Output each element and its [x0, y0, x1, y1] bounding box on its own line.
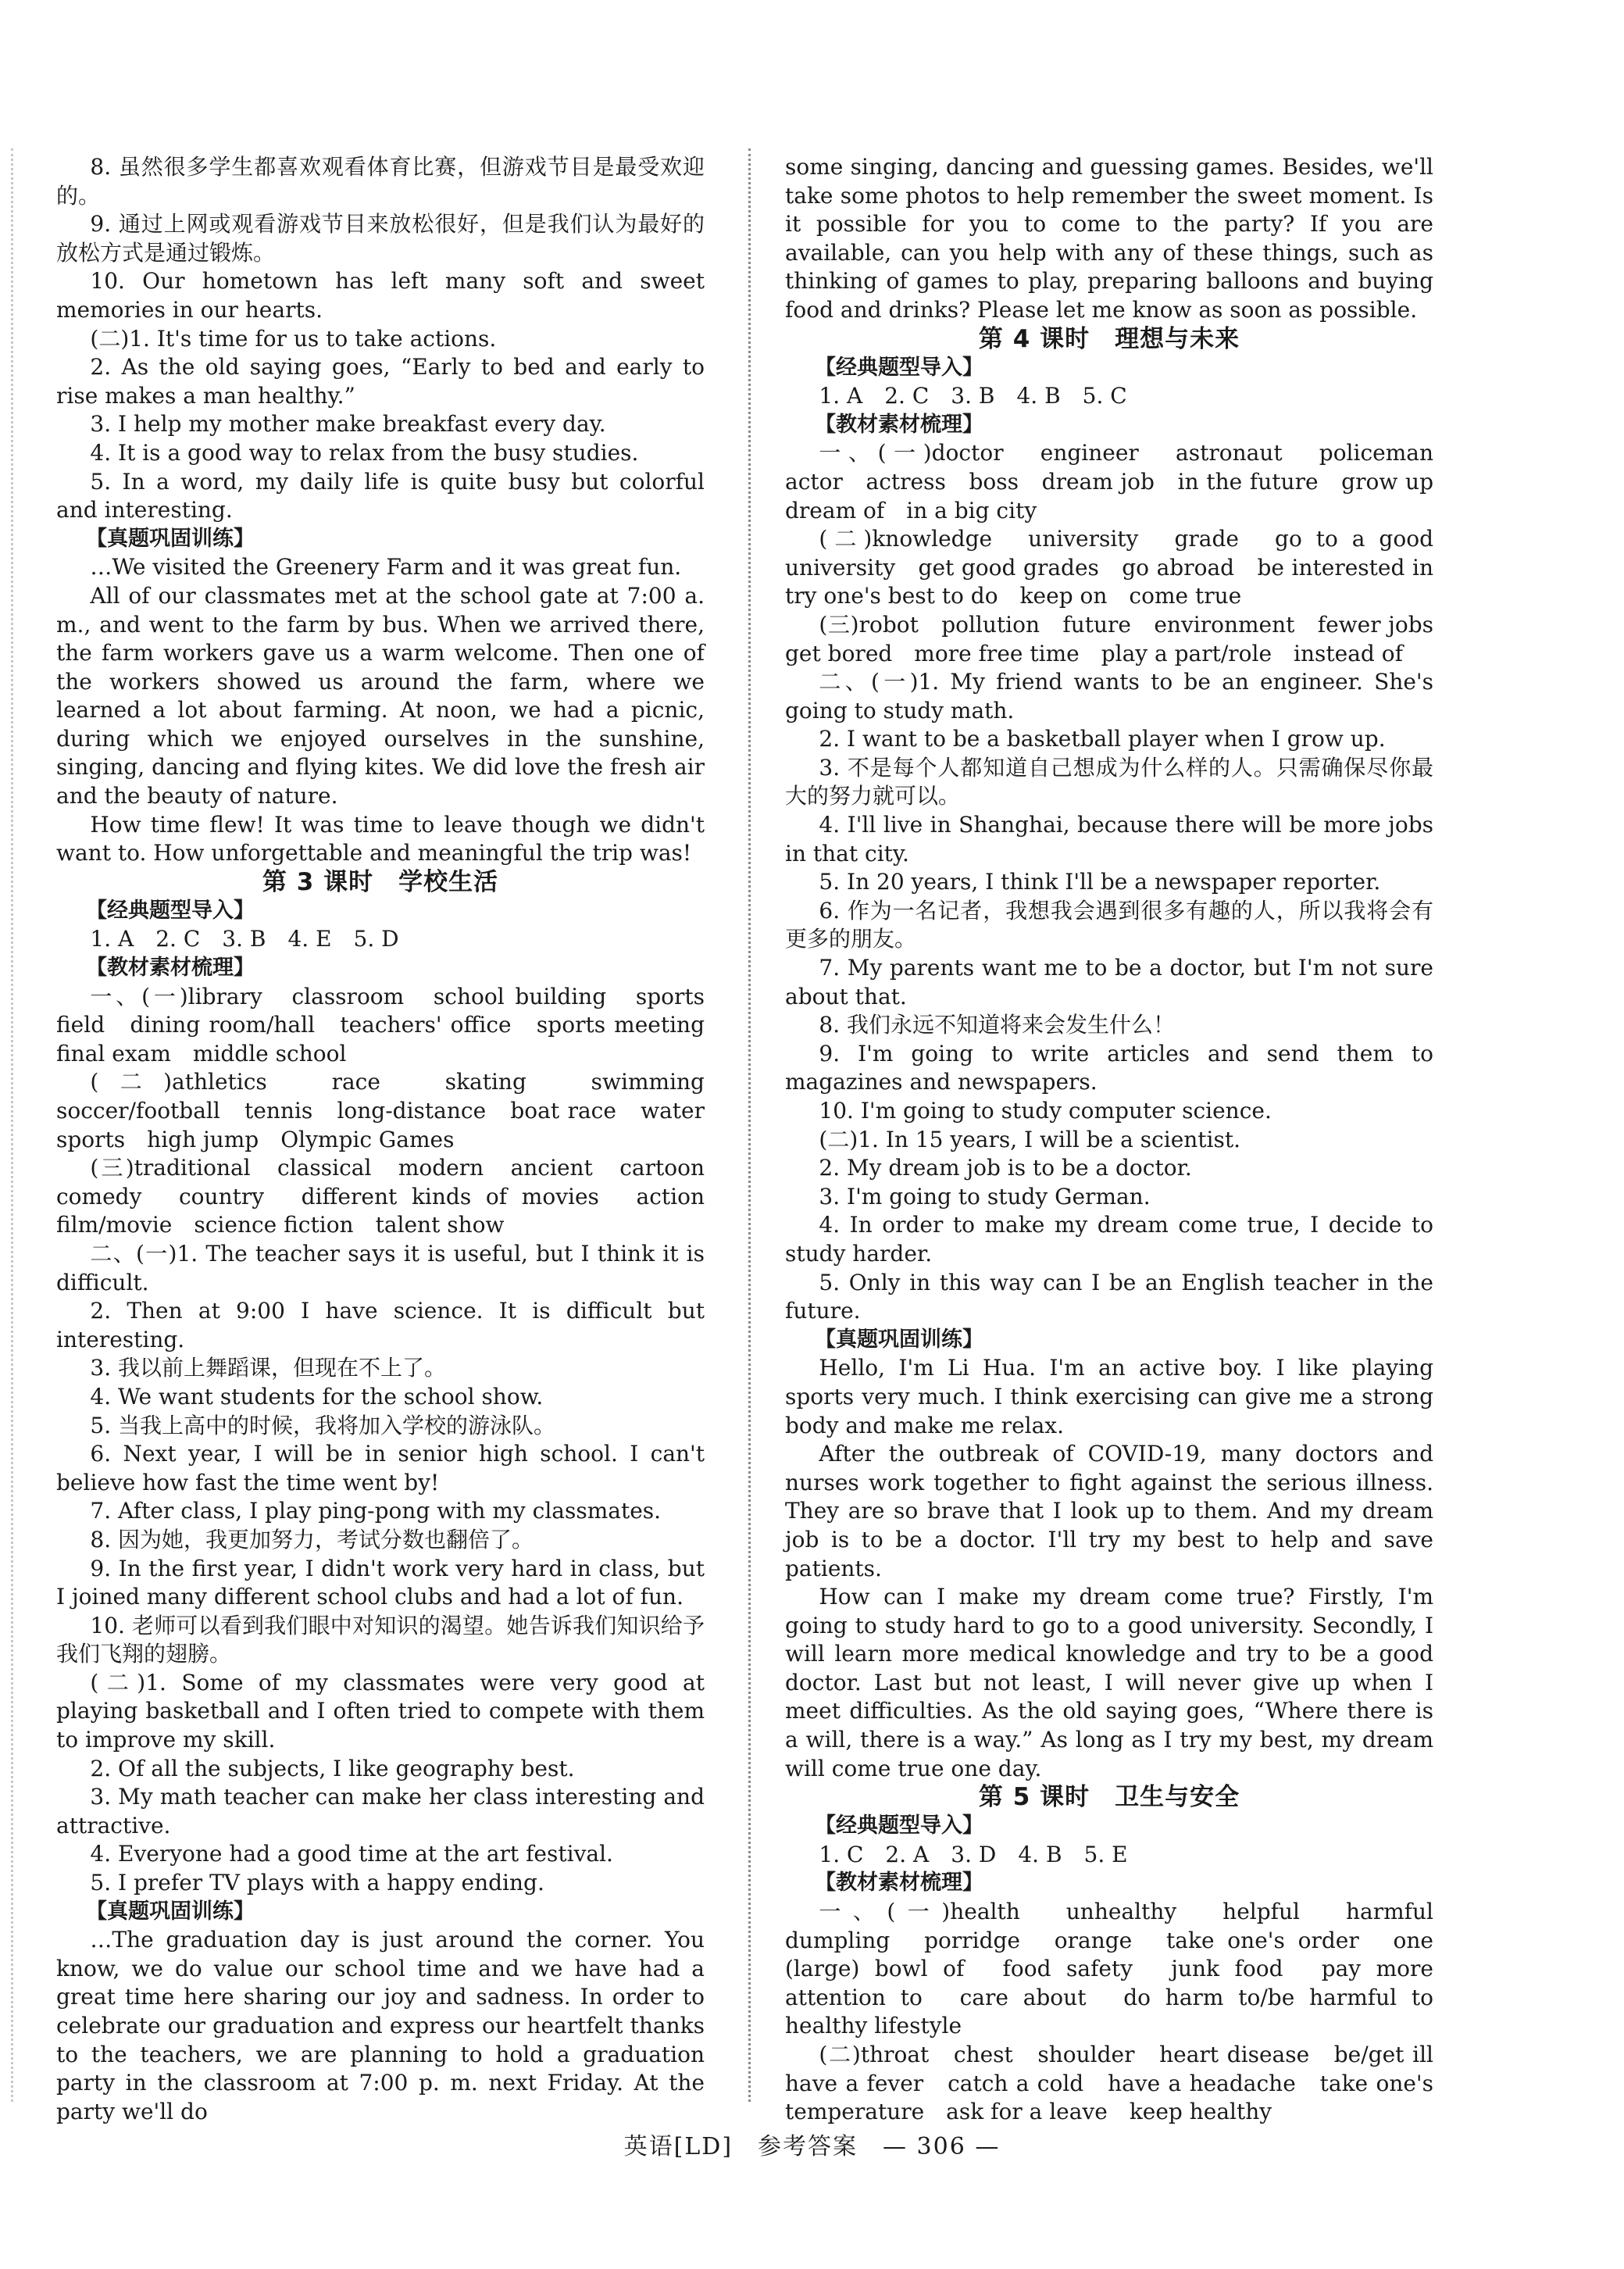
answer-paragraph: 8. 我们永远不知道将来会发生什么！ — [819, 1012, 1176, 1038]
answer-paragraph: (三)traditional classical modern ancient cartoon comedy country different kinds of movies action film/movie science fiction talent show — [56, 1155, 727, 1238]
answer-paragraph: …The graduation day is just around the corner. You know, we do value our school time and we have had a great time here sharing our joy and sadness. In order to celebrate our graduation and express our heartfelt thanks to the teachers, we are planning to hold a graduation party in the classroom at 7:00 p. m. next Friday. At the party we'll do — [56, 1927, 705, 2124]
answer-paragraph: 7. After class, I play ping-pong with my classmates. — [90, 1498, 662, 1524]
answer-paragraph: 4. It is a good way to relax from the busy studies. — [90, 439, 639, 466]
answer-paragraph: (二)1. Some of my classmates were very good at playing basketball and I often tried to compete with them to improve my skill. — [56, 1669, 705, 1753]
lesson-heading: 第 5 课时 卫生与安全 — [978, 1783, 1240, 1812]
answer-paragraph: 3. 我以前上舞蹈课，但现在不上了。 — [90, 1355, 447, 1381]
section-heading: 【教材素材梳理】 — [815, 1871, 983, 1896]
answer-paragraph: 4. I'll live in Shanghai, because there will be more jobs in that city. — [785, 812, 1433, 867]
answer-paragraph: 一、(一)doctor engineer astronaut policeman actor actress boss dream job in the future grow up dream of in a big city — [785, 440, 1456, 523]
answer-paragraph: 4. We want students for the school show. — [90, 1383, 544, 1410]
section-heading: 【经典题型导入】 — [815, 355, 983, 380]
answer-paragraph: 9. In the first year, I didn't work very hard in class, but I joined many different school clubs and had a lot of fun. — [56, 1555, 705, 1610]
answer-paragraph: 2. My dream job is to be a doctor. — [819, 1155, 1192, 1181]
answer-paragraph: 二、(一)1. The teacher says it is useful, but I think it is difficult. — [56, 1240, 705, 1295]
answer-paragraph: 1. C 2. A 3. D 4. B 5. E — [819, 1841, 1128, 1867]
answer-paragraph: 1. A 2. C 3. B 4. E 5. D — [90, 926, 399, 952]
answer-paragraph: 二、(一)1. My friend wants to be an engineer. She's going to study math. — [785, 669, 1433, 724]
answer-paragraph: 5. 当我上高中的时候，我将加入学校的游泳队。 — [90, 1412, 556, 1438]
answer-paragraph: 2. Then at 9:00 I have science. It is difficult but interesting. — [56, 1298, 705, 1352]
answer-paragraph: 8. 虽然很多学生都喜欢观看体育比赛，但游戏节目是最受欢迎的。 — [56, 154, 705, 209]
answer-paragraph: 10. I'm going to study computer science. — [819, 1098, 1272, 1124]
answer-paragraph: 9. I'm going to write articles and send them to magazines and newspapers. — [785, 1040, 1433, 1095]
answer-paragraph: 3. 不是每个人都知道自己想成为什么样的人。只需确保尽你最大的努力就可以。 — [785, 754, 1433, 809]
answer-paragraph: 4. Everyone had a good time at the art festival. — [90, 1841, 613, 1867]
answer-paragraph: After the outbreak of COVID-19, many doctors and nurses work together to fight against the serious illness. They are so brave that I look up to them. And my dream job is to be a doctor. I'll try my best to help and save patients. — [785, 1441, 1433, 1581]
answer-paragraph: 4. In order to make my dream come true, I decide to study harder. — [785, 1212, 1433, 1267]
answer-paragraph: 5. I prefer TV plays with a happy ending. — [90, 1870, 544, 1896]
answer-paragraph: 2. As the old saying goes, “Early to bed and early to rise makes a man healthy.” — [56, 354, 705, 409]
binding-edge-rule — [11, 148, 13, 2102]
answer-paragraph: 5. In 20 years, I think I'll be a newspaper reporter. — [819, 869, 1381, 895]
answer-paragraph: 一、(一)library classroom school building sports field dining room/hall teachers' office sports meeting final exam middle school — [56, 983, 727, 1067]
answer-paragraph: 10. Our hometown has left many soft and sweet memories in our hearts. — [56, 268, 705, 323]
answer-paragraph: some singing, dancing and guessing games. Besides, we'll take some photos to help remember the sweet moment. Is it possible for you to come to the party? If you are available, can you help with any of these things, such as thinking of games to play, preparing balloons and buying food and drinks? Please let me know as soon as possible. — [785, 154, 1433, 323]
answer-paragraph: 5. In a word, my daily life is quite busy but colorful and interesting. — [56, 468, 705, 523]
section-heading: 【经典题型导入】 — [815, 1813, 983, 1838]
answer-paragraph: (二)throat chest shoulder heart disease be/get ill have a fever catch a cold have a headache take one's temperature ask for a leave keep healthy — [785, 2042, 1456, 2125]
section-heading: 【经典题型导入】 — [86, 898, 255, 923]
answer-paragraph: 6. 作为一名记者，我想我会遇到很多有趣的人，所以我将会有更多的朋友。 — [785, 897, 1433, 952]
answer-paragraph: 一、(一)health unhealthy helpful harmful dumpling porridge orange take one's order one (large) bowl of food safety junk food pay more attention to care about do harm to/be harmful to healthy lifestyle — [785, 1899, 1456, 2039]
answer-paragraph: (二)1. In 15 years, I will be a scientist. — [819, 1126, 1241, 1152]
section-heading: 【真题巩固训练】 — [86, 526, 255, 551]
lesson-heading: 第 3 课时 学校生活 — [262, 867, 499, 896]
page-footer: 英语[LD] 参考答案 — 306 — — [623, 2133, 1001, 2160]
answer-paragraph: 5. Only in this way can I be an English teacher in the future. — [785, 1269, 1433, 1324]
answer-paragraph: (三)robot pollution future environment fewer jobs get bored more free time play a part/role instead of — [785, 611, 1456, 666]
answer-paragraph: 8. 因为她，我更加努力，考试分数也翻倍了。 — [90, 1526, 534, 1553]
answer-paragraph: 10. 老师可以看到我们眼中对知识的渴望。她告诉我们知识给予我们飞翔的翅膀。 — [56, 1612, 705, 1667]
left-column — [56, 153, 727, 2126]
answer-paragraph: 7. My parents want me to be a doctor, but I'm not sure about that. — [785, 955, 1433, 1009]
answer-paragraph: Hello, I'm Li Hua. I'm an active boy. I like playing sports very much. I think exercising can give me a strong body and make me relax. — [785, 1355, 1433, 1438]
answer-paragraph: How time flew! It was time to leave though we didn't want to. How unforgettable and meaningful the trip was! — [56, 811, 705, 867]
answer-paragraph: 2. Of all the subjects, I like geography best. — [90, 1755, 575, 1781]
section-heading: 【真题巩固训练】 — [86, 1899, 255, 1924]
answer-paragraph: 3. I'm going to study German. — [819, 1183, 1151, 1210]
section-heading: 【真题巩固训练】 — [815, 1327, 983, 1352]
right-column — [785, 153, 1456, 2127]
answer-paragraph: All of our classmates met at the school gate at 7:00 a. m., and went to the farm by bus. When we arrived there, the farm workers gave us a warm welcome. Then one of the workers showed us around the farm, where we learned a lot about farming. At noon, we had a picnic, during which we enjoyed ourselves in the sunshine, singing, dancing and flying kites. We did love the fresh air and the beauty of nature. — [56, 582, 705, 809]
answer-paragraph: 1. A 2. C 3. B 4. B 5. C — [819, 383, 1127, 409]
answer-paragraph: How can I make my dream come true? Firstly, I'm going to study hard to go to a good university. Secondly, I will learn more medical knowledge and try to be a good doctor. Last but not least, I will never give up when I meet difficulties. As the old saying goes, “Where there is a will, there is a way.” As long as I try my best, my dream will come true one day. — [785, 1584, 1433, 1781]
answer-paragraph: 3. I help my mother make breakfast every day. — [90, 411, 606, 438]
answer-paragraph: 3. My math teacher can make her class interesting and attractive. — [56, 1784, 705, 1838]
answer-paragraph: (二)athletics race skating swimming soccer/football tennis long-distance boat race water sports high jump Olympic Games — [56, 1069, 727, 1152]
answer-paragraph: 2. I want to be a basketball player when I grow up. — [819, 726, 1386, 752]
section-heading: 【教材素材梳理】 — [815, 412, 983, 437]
answer-paragraph: (二)knowledge university grade go to a good university get good grades go abroad be interested in try one's best to do keep on come true — [785, 526, 1456, 609]
section-heading: 【教材素材梳理】 — [86, 956, 255, 981]
answer-paragraph: …We visited the Greenery Farm and it was great fun. — [90, 554, 682, 581]
answer-paragraph: (二)1. It's time for us to take actions. — [90, 325, 497, 352]
lesson-heading: 第 4 课时 理想与未来 — [978, 324, 1240, 353]
answer-paragraph: 6. Next year, I will be in senior high school. I can't believe how fast the time went by! — [56, 1441, 705, 1495]
column-divider — [748, 148, 751, 2102]
answer-paragraph: 9. 通过上网或观看游戏节目来放松很好，但是我们认为最好的放松方式是通过锻炼。 — [56, 211, 705, 266]
